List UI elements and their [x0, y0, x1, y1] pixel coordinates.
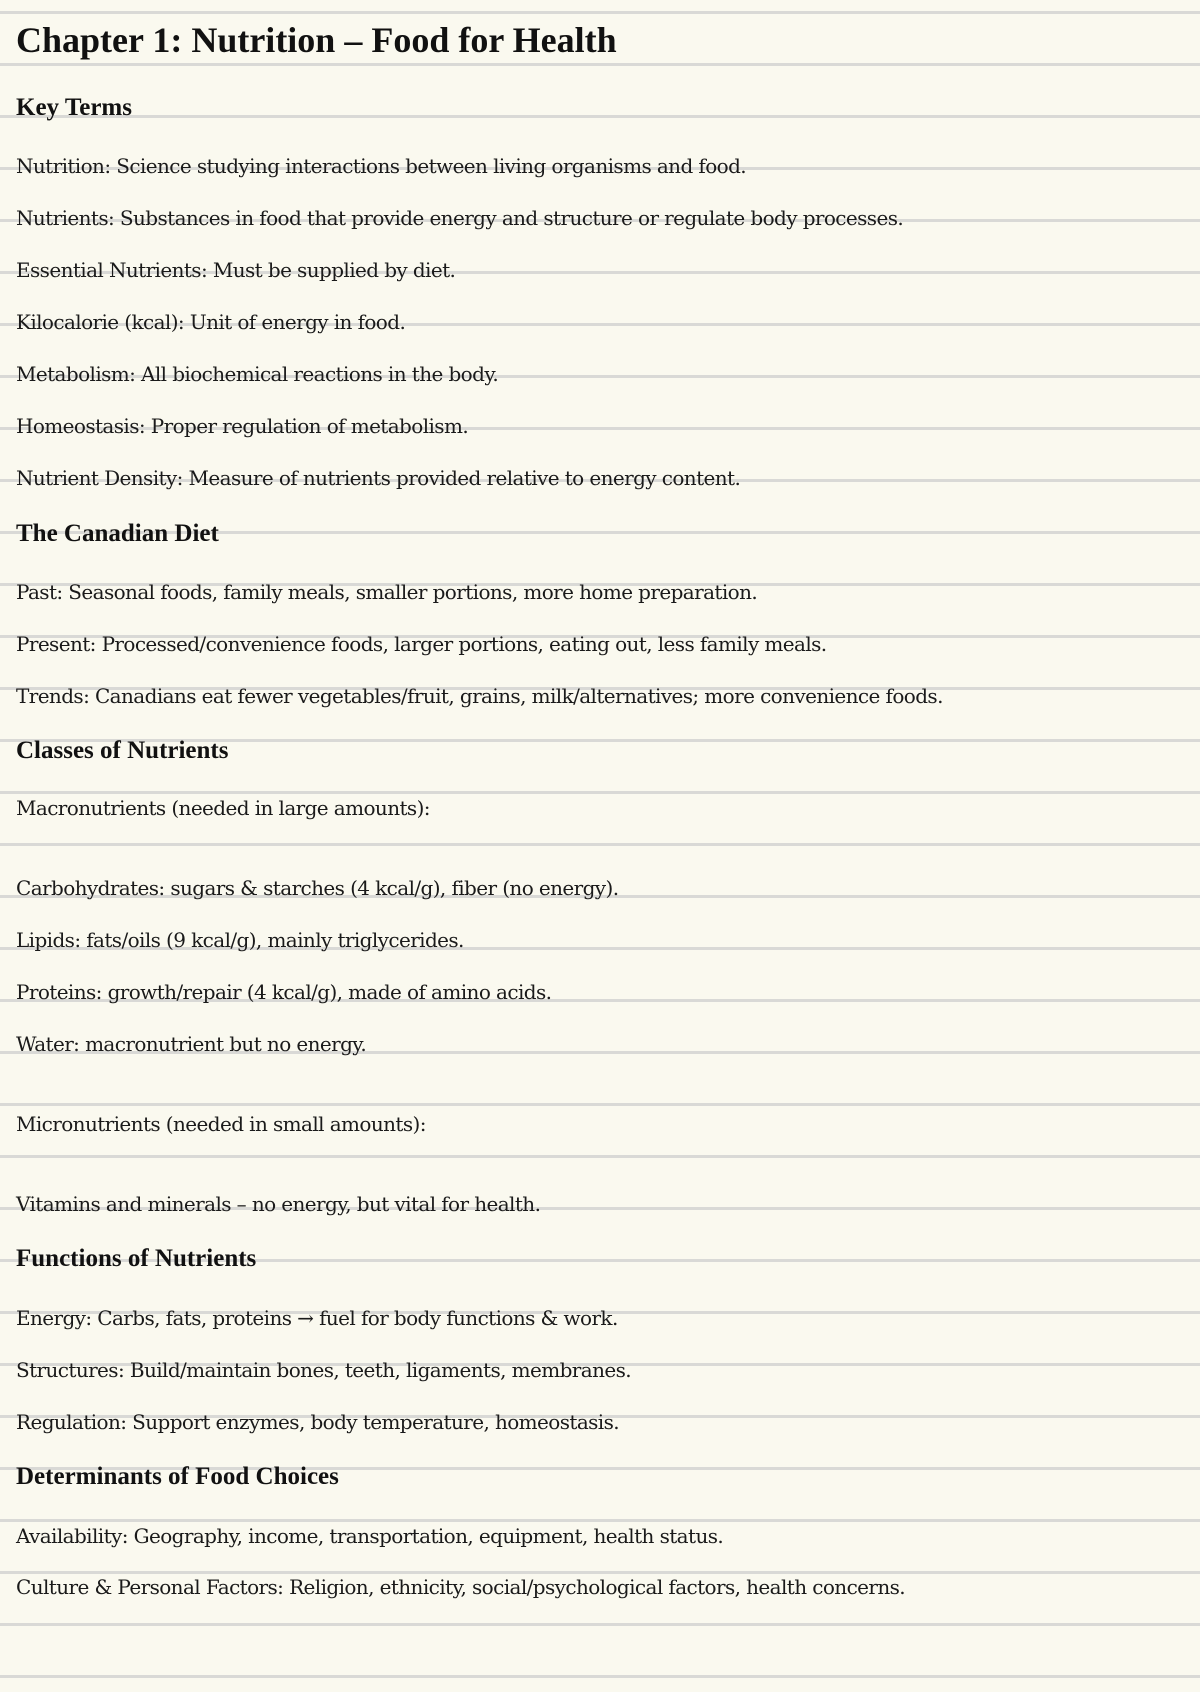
canadian-diet-trends: Trends: Canadians eat fewer vegetables/fruit, grains, milk/alternatives; more convenience foods. — [16, 684, 943, 708]
key-term-essential-nutrients: Essential Nutrients: Must be supplied by diet. — [16, 258, 456, 282]
macronutrients-label: Macronutrients (needed in large amounts): — [16, 796, 430, 820]
function-energy: Energy: Carbs, fats, proteins → fuel for body functions & work. — [16, 1306, 618, 1330]
section-heading-classes: Classes of Nutrients — [16, 737, 229, 764]
macro-carbohydrates: Carbohydrates: sugars & starches (4 kcal/g), fiber (no energy). — [16, 876, 619, 900]
key-term-kilocalorie: Kilocalorie (kcal): Unit of energy in food. — [16, 310, 406, 334]
determinant-availability: Availability: Geography, income, transportation, equipment, health status. — [16, 1524, 724, 1548]
key-term-nutrient-density: Nutrient Density: Measure of nutrients provided relative to energy content. — [16, 466, 741, 490]
section-heading-functions: Functions of Nutrients — [16, 1245, 257, 1272]
canadian-diet-past: Past: Seasonal foods, family meals, smaller portions, more home preparation. — [16, 580, 758, 604]
function-regulation: Regulation: Support enzymes, body temperature, homeostasis. — [16, 1410, 620, 1434]
macro-lipids: Lipids: fats/oils (9 kcal/g), mainly triglycerides. — [16, 928, 464, 952]
key-term-homeostasis: Homeostasis: Proper regulation of metabolism. — [16, 414, 469, 438]
function-structures: Structures: Build/maintain bones, teeth, ligaments, membranes. — [16, 1358, 632, 1382]
page-title: Chapter 1: Nutrition – Food for Health — [16, 20, 617, 60]
section-heading-canadian-diet: The Canadian Diet — [16, 520, 219, 547]
key-term-metabolism: Metabolism: All biochemical reactions in the body. — [16, 362, 499, 386]
key-term-nutrition: Nutrition: Science studying interactions between living organisms and food. — [16, 154, 747, 178]
section-heading-key-terms: Key Terms — [16, 94, 132, 121]
macro-proteins: Proteins: growth/repair (4 kcal/g), made of amino acids. — [16, 980, 552, 1004]
micro-vitamins-minerals: Vitamins and minerals – no energy, but vital for health. — [16, 1192, 541, 1216]
determinant-culture: Culture & Personal Factors: Religion, ethnicity, social/psychological factors, health concerns. — [16, 1575, 906, 1599]
key-term-nutrients: Nutrients: Substances in food that provide energy and structure or regulate body processes. — [16, 206, 904, 230]
micronutrients-label: Micronutrients (needed in small amounts): — [16, 1112, 426, 1136]
section-heading-determinants: Determinants of Food Choices — [16, 1463, 339, 1490]
macro-water: Water: macronutrient but no energy. — [16, 1032, 367, 1056]
canadian-diet-present: Present: Processed/convenience foods, larger portions, eating out, less family meals. — [16, 632, 827, 656]
